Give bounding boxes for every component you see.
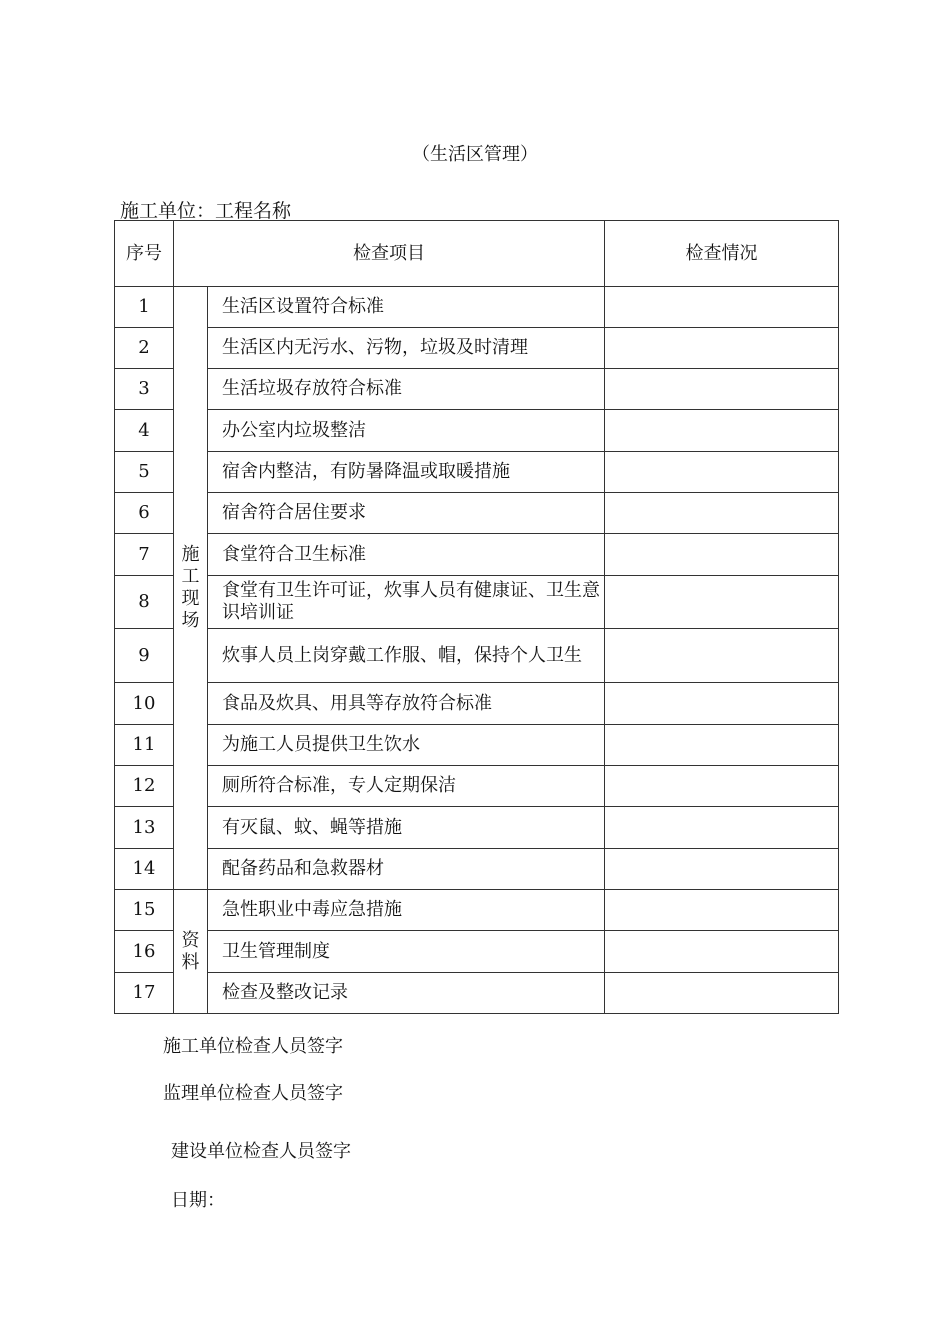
signature-construction: 施工单位检查人员签字 xyxy=(163,1036,343,1057)
table-header-row xyxy=(115,221,839,287)
row-item: 食堂符合卫生标准 xyxy=(208,534,605,576)
table-row xyxy=(115,410,839,452)
row-status-cell[interactable] xyxy=(605,452,839,493)
row-status-cell[interactable] xyxy=(605,683,839,725)
row-number: 2 xyxy=(115,328,174,369)
row-item: 为施工人员提供卫生饮水 xyxy=(208,725,605,766)
row-item: 办公室内垃圾整洁 xyxy=(208,410,605,452)
table-row xyxy=(115,576,839,629)
row-item: 食堂有卫生许可证，炊事人员有健康证、卫生意识培训证 xyxy=(208,576,605,629)
group-label-docs-text: 资料 xyxy=(181,929,200,973)
row-status-cell[interactable] xyxy=(605,534,839,576)
row-number: 15 xyxy=(115,890,174,931)
row-status-cell[interactable] xyxy=(605,287,839,328)
row-number: 9 xyxy=(115,629,174,683)
header-no: 序号 xyxy=(115,221,174,287)
row-status-cell[interactable] xyxy=(605,328,839,369)
row-number: 4 xyxy=(115,410,174,452)
row-status-cell[interactable] xyxy=(605,849,839,890)
row-item: 厕所符合标准，专人定期保洁 xyxy=(208,766,605,807)
group-label-docs xyxy=(174,890,208,1014)
row-number: 10 xyxy=(115,683,174,725)
group-label-site xyxy=(174,287,208,890)
row-item: 卫生管理制度 xyxy=(208,931,605,973)
page-title: （生活区管理） xyxy=(412,144,538,165)
table-row xyxy=(115,493,839,534)
row-number: 12 xyxy=(115,766,174,807)
row-status-cell[interactable] xyxy=(605,890,839,931)
row-number: 17 xyxy=(115,973,174,1014)
row-item: 宿舍内整洁，有防暑降温或取暖措施 xyxy=(208,452,605,493)
row-number: 14 xyxy=(115,849,174,890)
table-row xyxy=(115,287,839,328)
row-number: 16 xyxy=(115,931,174,973)
table-row xyxy=(115,849,839,890)
table-row xyxy=(115,890,839,931)
table-row xyxy=(115,807,839,849)
table-row xyxy=(115,534,839,576)
row-status-cell[interactable] xyxy=(605,931,839,973)
signature-owner: 建设单位检查人员签字 xyxy=(171,1141,351,1162)
row-status-cell[interactable] xyxy=(605,493,839,534)
row-number: 3 xyxy=(115,369,174,410)
row-item: 急性职业中毒应急措施 xyxy=(208,890,605,931)
table-row xyxy=(115,766,839,807)
row-status-cell[interactable] xyxy=(605,807,839,849)
table-row xyxy=(115,629,839,683)
row-status-cell[interactable] xyxy=(605,973,839,1014)
row-number: 5 xyxy=(115,452,174,493)
header-item: 检查项目 xyxy=(174,221,605,287)
row-status-cell[interactable] xyxy=(605,766,839,807)
row-item: 炊事人员上岗穿戴工作服、帽，保持个人卫生 xyxy=(208,629,605,683)
row-status-cell[interactable] xyxy=(605,576,839,629)
row-item: 宿舍符合居住要求 xyxy=(208,493,605,534)
table-row xyxy=(115,328,839,369)
row-status-cell[interactable] xyxy=(605,629,839,683)
table-row xyxy=(115,973,839,1014)
row-number: 7 xyxy=(115,534,174,576)
table-row xyxy=(115,683,839,725)
unit-project-line: 施工单位：工程名称 xyxy=(120,200,292,222)
row-number: 11 xyxy=(115,725,174,766)
row-item: 检查及整改记录 xyxy=(208,973,605,1014)
inspection-table xyxy=(114,220,839,1014)
group-label-site-text: 施工现场 xyxy=(181,544,200,631)
row-status-cell[interactable] xyxy=(605,725,839,766)
row-status-cell[interactable] xyxy=(605,410,839,452)
header-status: 检查情况 xyxy=(605,221,839,287)
table-row xyxy=(115,369,839,410)
row-item: 配备药品和急救器材 xyxy=(208,849,605,890)
row-number: 8 xyxy=(115,576,174,629)
signature-supervision: 监理单位检查人员签字 xyxy=(163,1083,343,1104)
row-item: 生活区设置符合标准 xyxy=(208,287,605,328)
row-item: 食品及炊具、用具等存放符合标准 xyxy=(208,683,605,725)
table-row xyxy=(115,452,839,493)
row-number: 13 xyxy=(115,807,174,849)
row-number: 6 xyxy=(115,493,174,534)
table-row xyxy=(115,725,839,766)
row-item: 生活区内无污水、污物，垃圾及时清理 xyxy=(208,328,605,369)
row-item: 有灭鼠、蚊、蝇等措施 xyxy=(208,807,605,849)
row-item: 生活垃圾存放符合标准 xyxy=(208,369,605,410)
date-label: 日期： xyxy=(171,1190,225,1211)
row-status-cell[interactable] xyxy=(605,369,839,410)
row-number: 1 xyxy=(115,287,174,328)
table-row xyxy=(115,931,839,973)
